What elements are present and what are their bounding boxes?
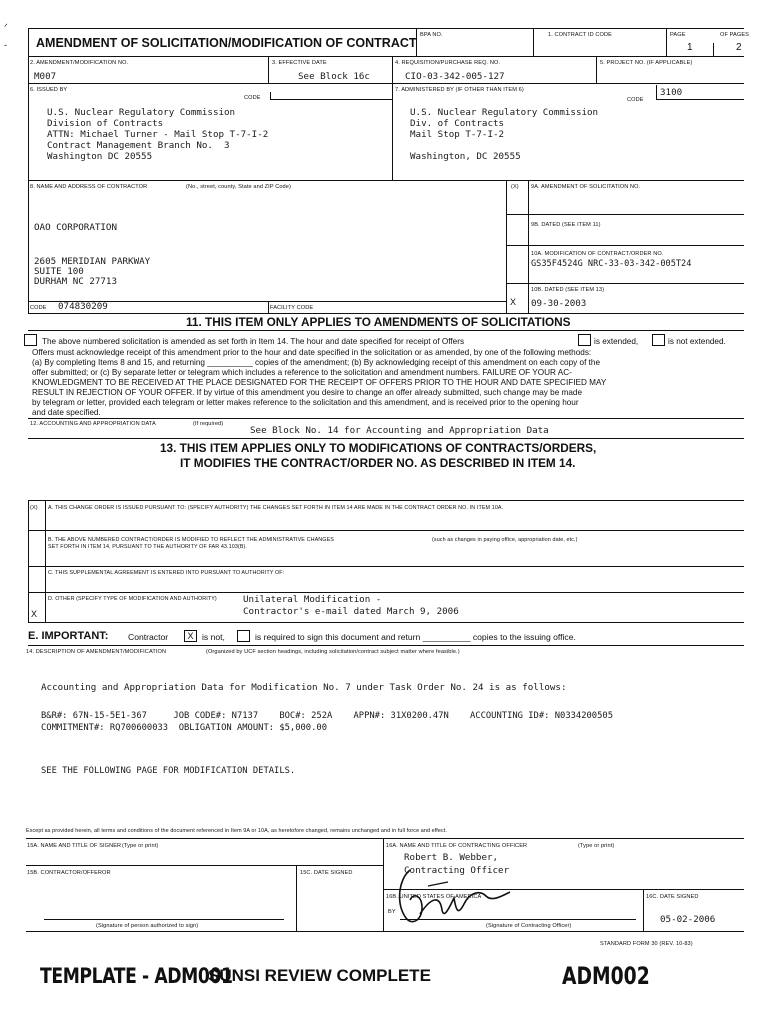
effective-date-label: 3. EFFECTIVE DATE (272, 60, 327, 66)
officer-name-label: 16A. NAME AND TITLE OF CONTRACTING OFFICER (386, 843, 528, 849)
item14-line-3: COMMITMENT#: RQ700600033 OBLIGATION AMOUNT: $5,000.00 (41, 723, 327, 733)
item14-line-4: SEE THE FOLLOWING PAGE FOR MODIFICATION DETAILS. (41, 766, 296, 776)
item13-title-2: IT MODIFIES THE CONTRACT/ORDER NO. AS DESCRIBED IN ITEM 14. (180, 456, 576, 470)
contractor-name-label: 8. NAME AND ADDRESS OF CONTRACTOR (30, 184, 148, 190)
contractor-address-3: DURHAM NC 27713 (34, 276, 117, 287)
admin-code-label: CODE (627, 97, 644, 103)
item13-b-sub: (such as changes in paying office, appropriation date, etc.) (432, 537, 578, 543)
usa-label: 16B. UNITED STATES OF AMERICA (386, 894, 482, 900)
officer-date-value: 05-02-2006 (660, 914, 716, 925)
item11-body-5: RESULT IN REJECTION OF YOUR OFFER. If by virtue of this amendment you desire to change an offer already submitted, such change may be made (32, 388, 583, 397)
project-no-label: 5. PROJECT NO. (IF APPLICABLE) (600, 60, 693, 66)
administered-by-label: 7. ADMINISTERED BY (IF OTHER THAN ITEM 6) (395, 87, 524, 93)
code-label: CODE (30, 305, 47, 311)
margin-mark: - (4, 40, 7, 50)
mod-10a-value: GS35F4524G NRC-33-03-342-005T24 (531, 259, 692, 269)
item11-body-1: Offers must acknowledge receipt of this amendment prior to the hour and date specified in the solicitation or as amended, by one of the following methods: (32, 348, 592, 357)
signer-name-label: 15A. NAME AND TITLE OF SIGNER (27, 843, 122, 849)
amend-solicitation-label: 9A. AMENDMENT OF SOLICITATION NO. (531, 184, 641, 190)
officer-signature-icon (392, 866, 532, 928)
dated-10b-value: 09-30-2003 (531, 298, 587, 309)
item13-d-value-2: Contractor's e-mail dated March 9, 2006 (243, 606, 459, 617)
facility-code-label: FACILITY CODE (270, 305, 314, 311)
form-title: AMENDMENT OF SOLICITATION/MODIFICATION OF CONTRACT (36, 36, 417, 50)
officer-name-sublabel: (Type or print) (578, 843, 615, 849)
item13-a: A. THIS CHANGE ORDER IS ISSUED PURSUANT TO: (SPECIFY AUTHORITY) THE CHANGES SET FORTH IN ITEM 14 ARE MADE IN THE CONTRACT ORDER NO. IN ITEM 10A. (48, 505, 504, 511)
extended-label: is extended, (594, 337, 639, 346)
item14-sublabel: (Organized by UCF section headings, including solicitation/contract subject matter where feasible.) (206, 649, 460, 655)
adm-stamp: ADM002 (562, 962, 650, 990)
important-rest: is required to sign this document and return __________ copies to the issuing office. (255, 632, 576, 642)
effective-date-value: See Block 16c (298, 71, 370, 82)
contract-id-label: 1. CONTRACT ID CODE (548, 32, 612, 38)
item11-body-6: by telegram or letter, provided each telegram or letter makes reference to the solicitation and this amendment, and is received prior to the opening hour (32, 398, 579, 407)
contractor-label: Contractor (128, 632, 169, 642)
by-label: BY (388, 909, 396, 915)
is-not-checkbox[interactable]: X (184, 630, 197, 642)
page-label: PAGE (670, 32, 686, 38)
issued-line-5: Washington DC 20555 (47, 151, 153, 162)
is-not-label: is not, (202, 632, 225, 642)
item14-line-1: Accounting and Appropriation Data for Modification No. 7 under Task Order No. 24 is as follows: (41, 682, 567, 693)
template-stamp: TEMPLATE - ADM001 (40, 964, 233, 988)
item11-title: 11. THIS ITEM ONLY APPLIES TO AMENDMENTS OF SOLICITATIONS (186, 315, 571, 329)
page-number: 1 (687, 42, 693, 53)
x-mark-10b: X (510, 297, 517, 307)
admin-line-3: Mail Stop T-7-I-2 (410, 129, 505, 140)
item13-d: D. OTHER (SPECIFY TYPE OF MODIFICATION AND AUTHORITY) (48, 596, 217, 602)
requisition-value: CIO-03-342-005-127 (405, 71, 505, 82)
standard-form-label: STANDARD FORM 30 (REV. 10-83) (600, 941, 693, 947)
sunsi-review-stamp: SUNSI REVIEW COMPLETE (208, 966, 431, 985)
officer-title: Contracting Officer (404, 865, 510, 876)
issued-by-label: 6. ISSUED BY (30, 87, 68, 93)
amendment-no-label: 2. AMENDMENT/MODIFICATION NO. (30, 60, 129, 66)
dated-10b-label: 10B. DATED (SEE ITEM 13) (531, 287, 605, 293)
item12-label: 12. ACCOUNTING AND APPROPRIATION DATA (30, 421, 156, 427)
item11-body-7: and date specified. (32, 408, 101, 417)
officer-signature-caption: (Signature of Contracting Officer) (486, 923, 572, 929)
item13-b1: B. THE ABOVE NUMBERED CONTRACT/ORDER IS MODIFIED TO REFLECT THE ADMINISTRATIVE CHANGES (48, 537, 334, 543)
margin-mark: ᐟ (4, 22, 8, 32)
contractor-address-1: 2605 MERIDIAN PARKWAY (34, 256, 151, 267)
item13-d-value-1: Unilateral Modification - (243, 594, 382, 605)
not-extended-label: is not extended. (668, 337, 726, 346)
item13-title-1: 13. THIS ITEM APPLIES ONLY TO MODIFICATIONS OF CONTRACTS/ORDERS, (160, 441, 597, 455)
issued-code-label: CODE (244, 95, 261, 101)
bpa-label: BPA NO. (420, 32, 443, 38)
item11-body-3: offer submitted; or (c) By separate letter or telegram which includes a reference to the solicitation and amendment numbers. FAILURE OF YOUR AC- (32, 368, 572, 377)
code-value: 074830209 (58, 301, 108, 312)
issued-line-2: Division of Contracts (47, 118, 164, 129)
signer-name-sublabel: (Type or print) (122, 843, 159, 849)
contractor-date-label: 15C. DATE SIGNED (300, 870, 353, 876)
item12-value: See Block No. 14 for Accounting and Appropriation Data (250, 425, 549, 436)
item13-x-mark: X (31, 609, 38, 619)
admin-code-value: 3100 (660, 87, 683, 98)
item14-line-2: B&R#: 67N-15-5E1-367 JOB CODE#: N7137 BOC#: 252A APPN#: 31X0200.47N ACCOUNTING ID#: N0334200505 (41, 711, 613, 721)
contractor-offeror-label: 15B. CONTRACTOR/OFFEROR (27, 870, 111, 876)
of-pages-value: 2 (736, 42, 742, 53)
requisition-label: 4. REQUISITION/PURCHASE REQ. NO. (395, 60, 501, 66)
item13-x-label: (X) (30, 505, 38, 511)
officer-name: Robert B. Webber, (404, 852, 499, 863)
contractor-name: OAO CORPORATION (34, 222, 117, 233)
mod-10a-label: 10A. MODIFICATION OF CONTRACT/ORDER NO. (531, 251, 664, 257)
is-required-checkbox[interactable] (237, 630, 250, 642)
contractor-name-sublabel: (No., street, county, State and ZIP Code) (186, 184, 291, 190)
x-column-label: (X) (511, 184, 519, 190)
item11-line1: The above numbered solicitation is amended as set forth in Item 14. The hour and date specified for receipt of Offers (42, 337, 465, 346)
issued-line-4: Contract Management Branch No. 3 (47, 140, 230, 151)
item11-body-4: KNOWLEDGMENT TO BE RECEIVED AT THE PLACE DESIGNATED FOR THE RECEIPT OF OFFERS PRIOR TO THE HOUR AND DATE SPECIFIED MAY (32, 378, 607, 387)
extended-checkbox[interactable] (578, 334, 591, 346)
item14-label: 14. DESCRIPTION OF AMENDMENT/MODIFICATION (26, 649, 167, 655)
solicitation-amended-checkbox[interactable] (24, 334, 37, 346)
amendment-no-value: M007 (34, 71, 57, 82)
not-extended-checkbox[interactable] (652, 334, 665, 346)
issued-line-3: ATTN: Michael Turner - Mail Stop T-7-I-2 (47, 129, 269, 140)
of-pages-label: OF PAGES (720, 32, 749, 38)
dated-9b-label: 9B. DATED (SEE ITEM 11) (531, 222, 601, 228)
admin-line-2: Div. of Contracts (410, 118, 505, 129)
item12-sublabel: (If required) (193, 421, 224, 427)
admin-line-5: Washington, DC 20555 (410, 151, 521, 162)
contractor-signature-caption: (Signature of person authorized to sign) (96, 923, 199, 929)
officer-date-label: 16C. DATE SIGNED (646, 894, 699, 900)
item13-c: C. THIS SUPPLEMENTAL AGREEMENT IS ENTERED INTO PURSUANT TO AUTHORITY OF: (48, 570, 285, 576)
item13-b2: SET FORTH IN ITEM 14, PURSUANT TO THE AUTHORITY OF FAR 43.103(B). (48, 544, 248, 550)
admin-line-1: U.S. Nuclear Regulatory Commission (410, 107, 599, 118)
important-label: E. IMPORTANT: (28, 630, 109, 642)
issued-line-1: U.S. Nuclear Regulatory Commission (47, 107, 236, 118)
contractor-address-2: SUITE 100 (34, 266, 84, 277)
item11-body-2: (a) By completing Items 8 and 15, and returning __________ copies of the amendment; (b) By acknowledging receipt of this amendment on each copy of the (32, 358, 601, 367)
item14-footer: Except as provided herein, all terms and conditions of the document referenced in Item 9A or 10A, as heretofore changed, remains unchanged and in full force and effect. (26, 828, 447, 834)
